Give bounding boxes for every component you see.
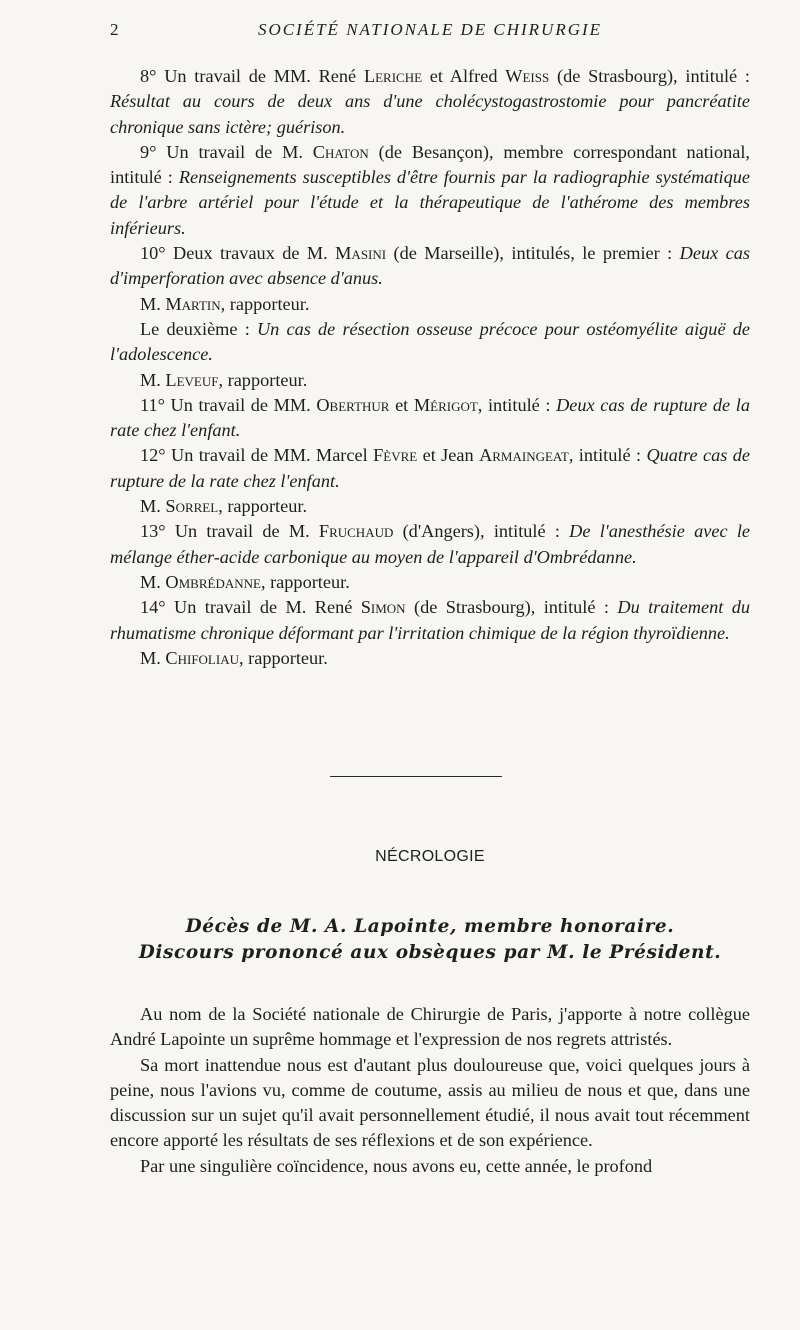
rapporteur-line: M. Leveuf, rapporteur. [140, 369, 308, 390]
author-name: Mérigot [413, 394, 478, 415]
rapporteur-line: M. Chifoliau, rapporteur. [140, 647, 328, 668]
running-header [110, 20, 750, 46]
author-name: Leriche [363, 66, 423, 86]
rapporteur-name: Ombrédanne [165, 571, 261, 592]
item-8: 8° Un travail de MM. René Leriche et Alfred Weiss (de Strasbourg), intitulé : Résultat au cours de deux ans d'une cholécystogastrostomie pour pancréatite chronique sans ictère; guérison. [110, 66, 750, 137]
paragraph: Par une singulière coïncidence, nous avons eu, cette année, le profond [140, 1155, 653, 1176]
article-title [110, 914, 750, 966]
author-name: Fèvre [373, 445, 418, 466]
work-title: Quatre cas de rupture de la rate chez l'enfant. [110, 445, 750, 491]
author-name: Oberthur [316, 394, 390, 415]
discourse-text [110, 1002, 750, 1179]
author-name: Masini [335, 243, 387, 264]
article-title-line: Décès de M. A. Lapointe, membre honoraire. [185, 916, 675, 937]
item-10: 10° Deux travaux de M. Masini (de Marseille), intitulés, le premier : Deux cas d'imperforation avec absence d'anus. [110, 243, 750, 289]
rapporteur-name: Sorrel [165, 496, 219, 517]
work-title: Résultat au cours de deux ans d'une cholécystogastrostomie pour pancréatite chronique sans ictère; guérison. [110, 91, 750, 137]
section-heading: NÉCROLOGIE [375, 848, 485, 865]
rapporteur-name: Leveuf [165, 369, 219, 390]
item-13: 13° Un travail de M. Fruchaud (d'Angers), intitulé : De l'anesthésie avec le mélange éther-acide carbonique au moyen de l'appareil d'Ombrédanne. [110, 521, 751, 567]
paragraph: Sa mort inattendue nous est d'autant plus douloureuse que, voici quelques jours à peine, nous l'avions vu, comme de coutume, assis au milieu de nous et que, dans une discussion sur un sujet qu'il avait personnellement étudié, il nous avait tout récemment encore apporté les résultats de ses réflexions et de son expérience. [110, 1054, 750, 1151]
running-title: SOCIÉTÉ NATIONALE DE CHIRURGIE [257, 20, 603, 39]
page-number: 2 [110, 20, 119, 39]
author-name: Fruchaud [318, 521, 394, 542]
rapporteur-line: M. Ombrédanne, rapporteur. [140, 571, 350, 592]
rapporteur-line: M. Sorrel, rapporteur. [140, 496, 308, 517]
communications-list [110, 64, 750, 671]
work-title: Un cas de résection osseuse précoce pour ostéomyélite aiguë de l'adolescence. [110, 318, 750, 365]
rapporteur-line: M. Martin, rapporteur. [140, 293, 310, 314]
author-name: Simon [360, 597, 406, 618]
section-divider [330, 776, 502, 777]
author-name: Armaingeat [479, 445, 569, 466]
item-12: 12° Un travail de MM. Marcel Fèvre et Jean Armaingeat, intitulé : Quatre cas de rupture de la rate chez l'enfant. [110, 445, 750, 491]
author-name: Chaton [312, 141, 369, 162]
work-title: Deux cas d'imperforation avec absence d'anus. [110, 243, 750, 289]
item-11: 11° Un travail de MM. Oberthur et Mérigot, intitulé : Deux cas de rupture de la rate chez l'enfant. [110, 394, 750, 441]
work-title: Deux cas de rupture de la rate chez l'enfant. [110, 394, 750, 441]
item-9: 9° Un travail de M. Chaton (de Besançon), membre correspondant national, intitulé : Renseignements susceptibles d'être fournis par la radiographie systématique de l'arbre artériel pour l'étude et la thérapeutique de l'athérome des membres inférieurs. [110, 141, 750, 238]
work-title: Renseignements susceptibles d'être fournis par la radiographie systématique de l'arbre artériel pour l'étude et la thérapeutique de l'athérome des membres inférieurs. [110, 167, 750, 238]
paragraph: Au nom de la Société nationale de Chirurgie de Paris, j'apporte à notre collègue André Lapointe un suprême hommage et l'expression de nos regrets attristés. [110, 1004, 750, 1050]
item-14: 14° Un travail de M. René Simon (de Strasbourg), intitulé : Du traitement du rhumatisme chronique déformant par l'irritation chimique de la région thyroïdienne. [110, 597, 750, 643]
work-title: Du traitement du rhumatisme chronique déformant par l'irritation chimique de la région thyroïdienne. [110, 597, 750, 643]
rapporteur-name: Martin [165, 293, 221, 314]
author-name: Weiss [505, 66, 550, 86]
article-title-line: Discours prononcé aux obsèques par M. le Président. [138, 942, 722, 963]
rapporteur-name: Chifoliau [165, 647, 239, 668]
work-title: De l'anesthésie avec le mélange éther-acide carbonique au moyen de l'appareil d'Ombrédanne. [110, 521, 751, 567]
item-10-second: Le deuxième : Un cas de résection osseuse précoce pour ostéomyélite aiguë de l'adolescence. [110, 318, 750, 365]
